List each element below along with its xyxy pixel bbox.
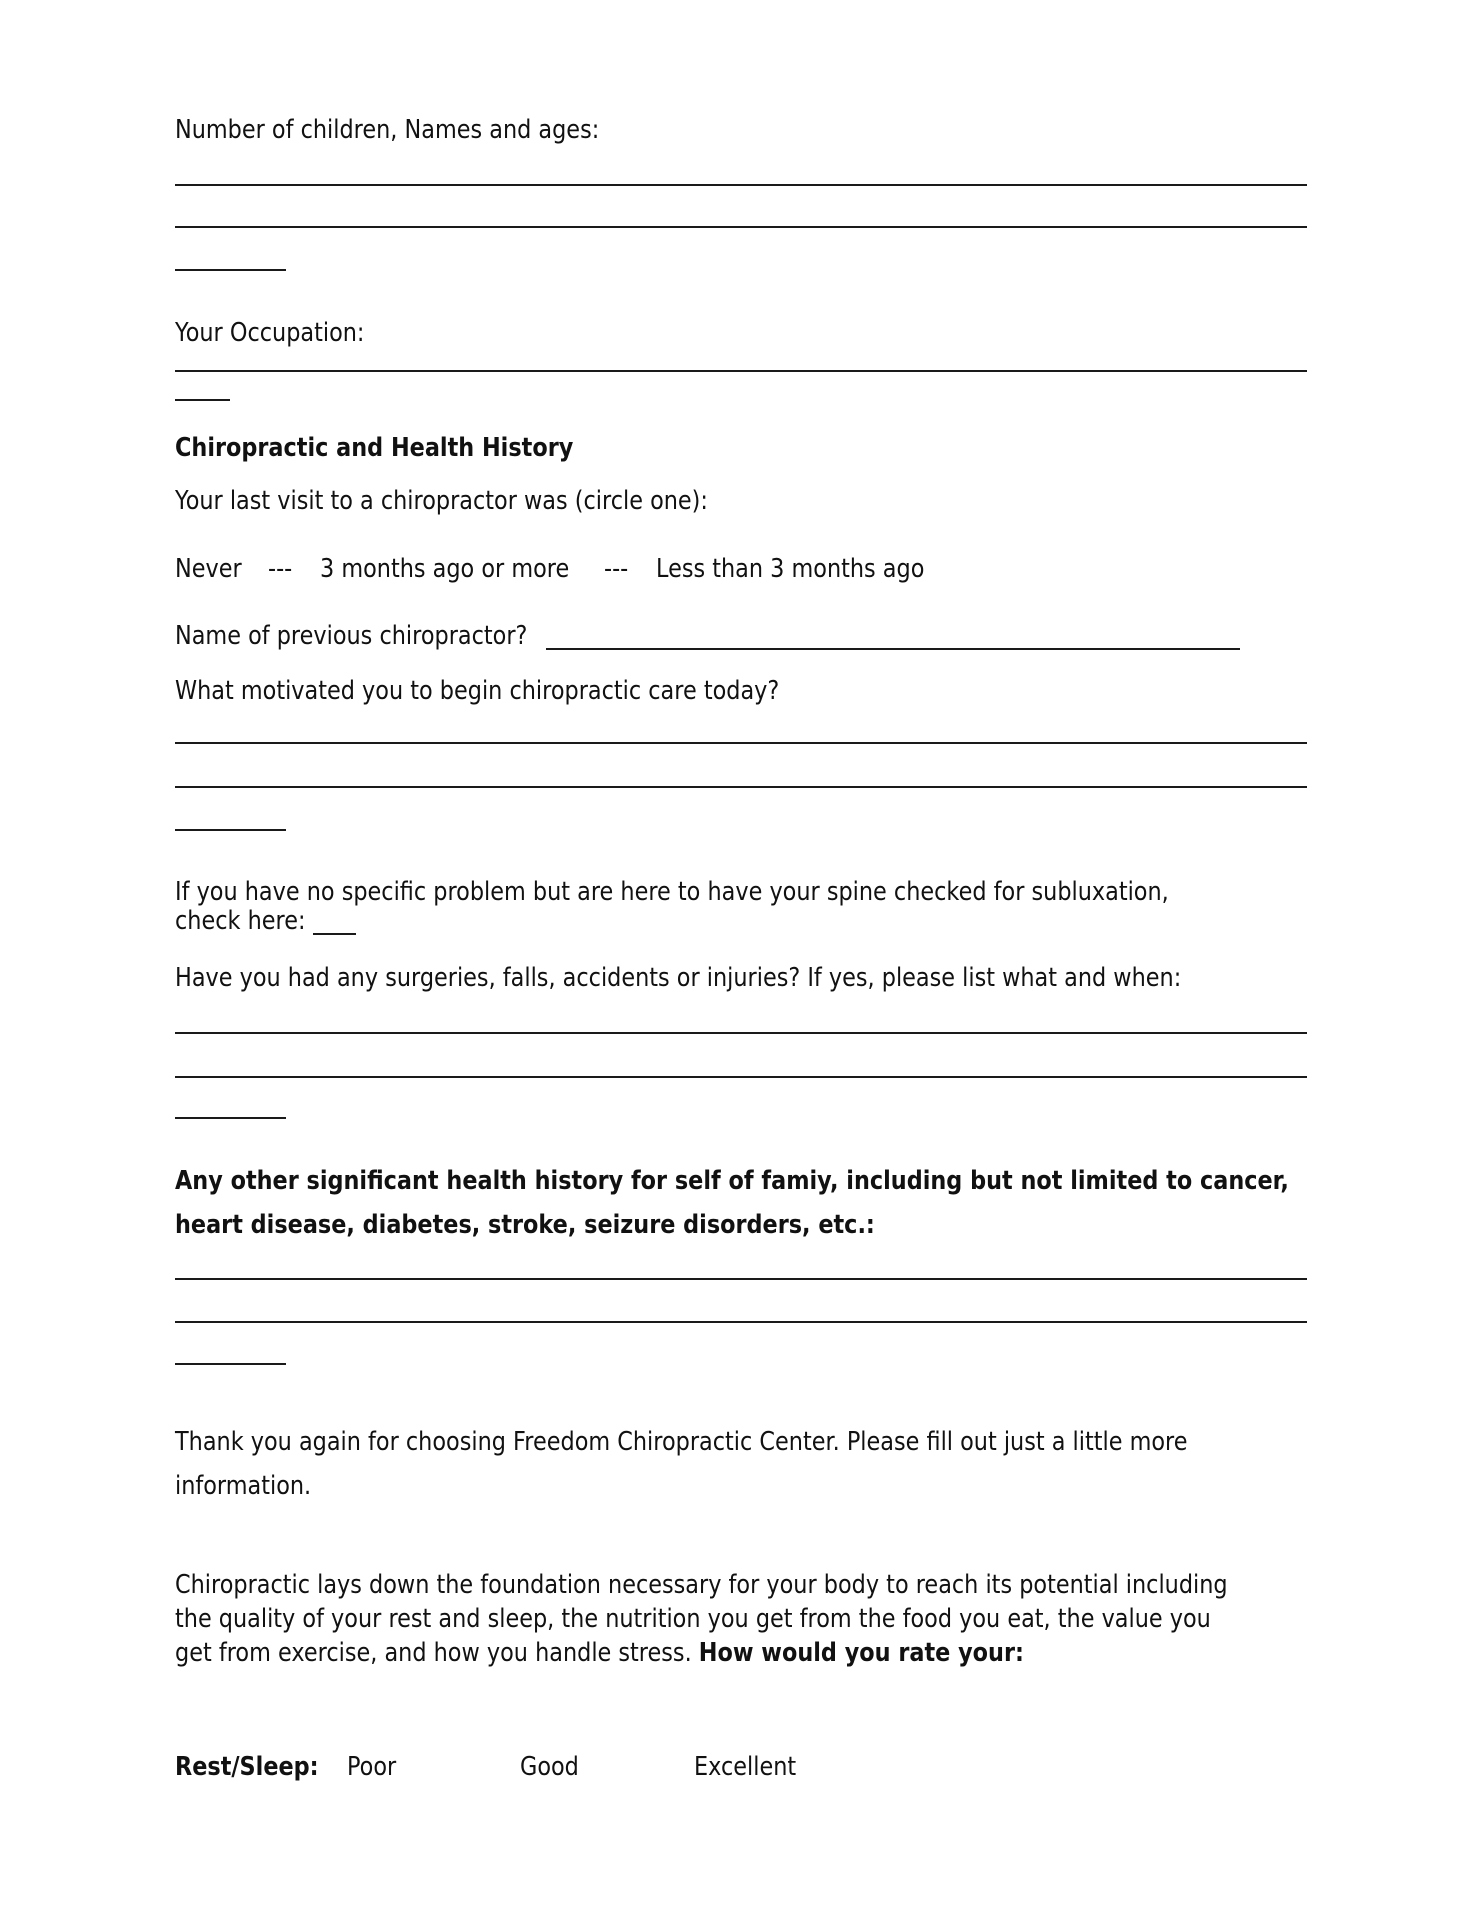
intro-text-regular: get from exercise, and how you handle stress. [175, 1638, 699, 1668]
children-label: Number of children, Names and ages: [175, 115, 600, 145]
intro-text-line-1: Chiropractic lays down the foundation necessary for your body to reach its potential including [175, 1570, 1228, 1600]
occupation-answer-line-2[interactable] [175, 399, 230, 401]
surgeries-label: Have you had any surgeries, falls, accidents or injuries? If yes, please list what and when: [175, 963, 1182, 993]
option-separator: --- [268, 554, 293, 584]
health-history-answer-line-1[interactable] [175, 1278, 1307, 1280]
motivation-label: What motivated you to begin chiropractic care today? [175, 676, 780, 706]
option-3-months-or-more[interactable]: 3 months ago or more [320, 554, 570, 584]
health-history-label-line-2: heart disease, diabetes, stroke, seizure disorders, etc.: [175, 1210, 875, 1240]
rating-option-poor[interactable]: Poor [347, 1752, 397, 1782]
health-history-label-line-1: Any other significant health history for self of famiy, including but not limited to cancer, [175, 1166, 1289, 1196]
thank-you-text-line-1: Thank you again for choosing Freedom Chiropractic Center. Please fill out just a little more [175, 1427, 1188, 1457]
motivation-answer-line-2[interactable] [175, 786, 1307, 788]
health-history-answer-line-2[interactable] [175, 1321, 1307, 1323]
option-separator: --- [604, 554, 629, 584]
previous-chiropractor-line[interactable] [546, 648, 1240, 650]
children-answer-line-2[interactable] [175, 226, 1307, 228]
rating-category-rest-sleep: Rest/Sleep: [175, 1752, 319, 1782]
rating-option-excellent[interactable]: Excellent [694, 1752, 797, 1782]
spine-check-text-line-2: check here: [175, 906, 306, 936]
occupation-label: Your Occupation: [175, 318, 365, 348]
thank-you-text-line-2: information. [175, 1471, 312, 1501]
last-visit-label: Your last visit to a chiropractor was (circle one): [175, 486, 708, 516]
children-answer-line-1[interactable] [175, 184, 1307, 186]
motivation-answer-line-3[interactable] [175, 829, 286, 831]
surgeries-answer-line-1[interactable] [175, 1032, 1307, 1034]
intro-text-line-2: the quality of your rest and sleep, the nutrition you get from the food you eat, the value you [175, 1604, 1211, 1634]
occupation-answer-line-1[interactable] [175, 370, 1307, 372]
previous-chiropractor-label: Name of previous chiropractor? [175, 621, 528, 651]
section-heading: Chiropractic and Health History [175, 433, 574, 463]
surgeries-answer-line-3[interactable] [175, 1117, 286, 1119]
children-answer-line-3[interactable] [175, 269, 286, 271]
spine-check-text-line-1: If you have no specific problem but are here to have your spine checked for subluxation, [175, 877, 1169, 907]
surgeries-answer-line-2[interactable] [175, 1076, 1307, 1078]
motivation-answer-line-1[interactable] [175, 742, 1307, 744]
rate-prompt: How would you rate your: [698, 1638, 1024, 1668]
health-history-answer-line-3[interactable] [175, 1363, 286, 1365]
intro-text-line-3 [175, 1638, 1024, 1668]
option-less-than-3-months[interactable]: Less than 3 months ago [656, 554, 925, 584]
rating-option-good[interactable]: Good [520, 1752, 579, 1782]
spine-check-checkbox-line[interactable] [313, 933, 356, 935]
option-never[interactable]: Never [175, 554, 242, 584]
